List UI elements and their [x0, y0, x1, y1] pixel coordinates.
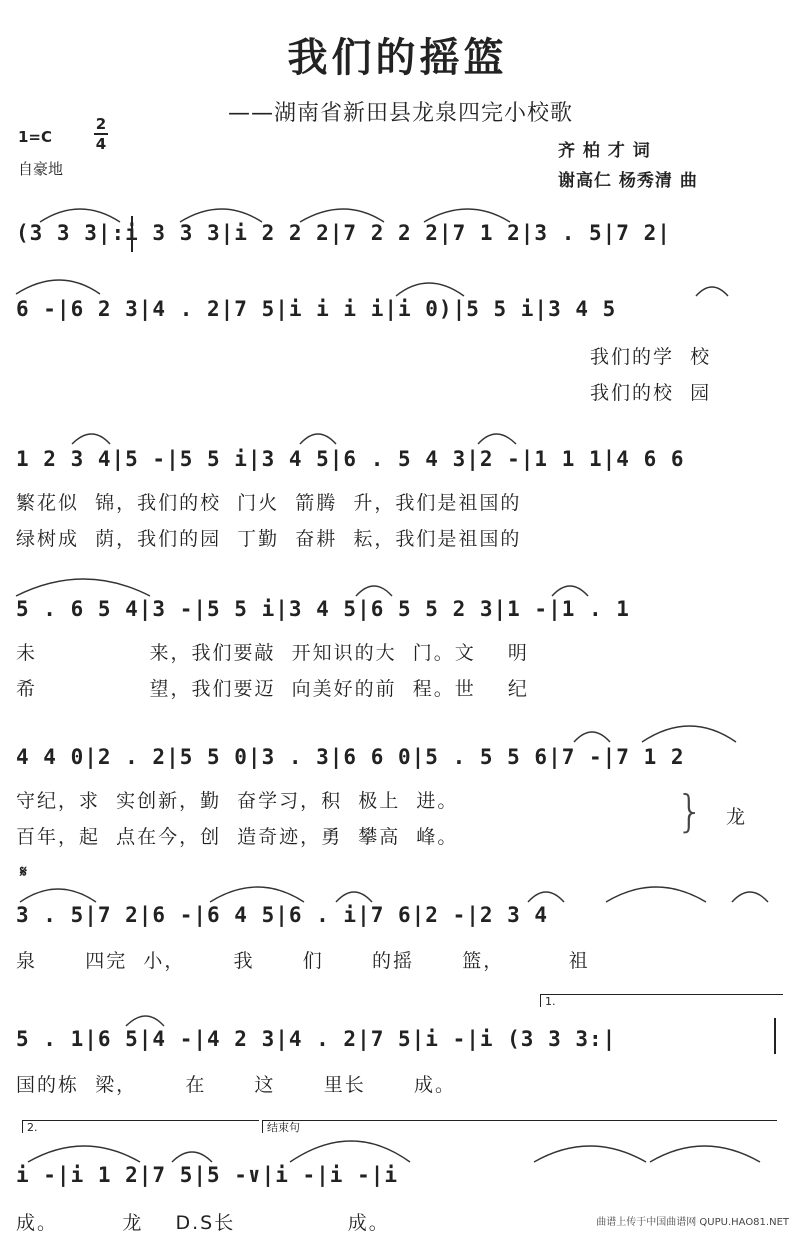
lyrics-line-4-verse-1: 未 来，我们要敲 开知识的大 门。文 明	[16, 642, 529, 664]
key-signature: 1=C	[18, 128, 53, 146]
score-line-6	[0, 900, 795, 940]
notes-line-1: (3 3 3|:i 3 3 3|i 2 2 2|7 2 2 2|7 1 2|3 . 5|7 2|	[16, 221, 671, 245]
notes-line-5: 4 4 0|2 . 2|5 5 0|3 . 3|6 6 0|5 . 5 5 6|7 -|7 1 2	[16, 745, 685, 769]
verse-brace: }	[676, 786, 704, 837]
score-line-8	[0, 1160, 795, 1200]
notes-line-2: 6 -|6 2 3|4 . 2|7 5|i i i i|i 0)|5 5 i|3 4 5	[16, 297, 617, 321]
lyrics-line-8: 成。 龙 D.S长 成。	[16, 1212, 390, 1234]
lyrics-line-6: 泉 四完 小， 我 们 的摇 篮， 祖	[16, 950, 590, 972]
lyrics-line-3-verse-2: 绿树成 荫，我们的园 丁勤 奋耕 耘，我们是祖国的	[16, 528, 522, 550]
volta-first-ending: 1.	[540, 994, 783, 1007]
lyrics-line-4-verse-2: 希 望，我们要迈 向美好的前 程。世 纪	[16, 678, 529, 700]
coda-ending-label: 结束句	[262, 1120, 777, 1133]
composer-credit: 谢高仁 杨秀清 曲	[558, 171, 698, 191]
lyrics-line-3-verse-1: 繁花似 锦，我们的校 门火 箭腾 升，我们是祖国的	[16, 492, 522, 514]
score-line-7	[0, 1024, 795, 1064]
song-subtitle: ——湖南省新田县龙泉四完小校歌	[228, 101, 574, 126]
lyricist-credit: 齐 柏 才 词	[558, 141, 651, 161]
lyrics-line-2-verse-1: 我们的学 校	[590, 346, 712, 368]
notes-line-6: 3 . 5|7 2|6 -|6 4 5|6 . i|7 6|2 -|2 3 4	[16, 903, 549, 927]
score-line-1	[0, 218, 795, 258]
lyrics-line-5-verse-1: 守纪，求 实创新，勤 奋学习，积 极上 进。	[16, 790, 459, 812]
lyrics-line-5-verse-2: 百年，起 点在今，创 造奇迹，勇 攀高 峰。	[16, 826, 459, 848]
volta-second-ending: 2.	[22, 1120, 259, 1133]
notes-line-4: 5 . 6 5 4|3 -|5 5 i|3 4 5|6 5 5 2 3|1 -|1 . 1	[16, 597, 630, 621]
score-line-4	[0, 594, 795, 634]
lyrics-line-2-verse-2: 我们的校 园	[590, 382, 712, 404]
lyrics-line-7: 国的栋 梁， 在 这 里长 成。	[16, 1074, 457, 1096]
watermark-footer: 曲谱上传于中国曲谱网 QUPU.HAO81.NET	[596, 1217, 789, 1228]
time-bottom: 4	[95, 135, 107, 153]
score-line-5	[0, 742, 795, 782]
time-top: 2	[95, 115, 107, 133]
notes-line-3: 1 2 3 4|5 -|5 5 i|3 4 5|6 . 5 4 3|2 -|1 1 1|4 6 6	[16, 447, 685, 471]
time-signature	[94, 116, 108, 152]
notes-line-7: 5 . 1|6 5|4 -|4 2 3|4 . 2|7 5|i -|i (3 3 3:|	[16, 1027, 617, 1051]
score-line-3	[0, 444, 795, 484]
notes-line-8: i -|i 1 2|7 5|5 -∨|i -|i -|i	[16, 1163, 399, 1187]
song-title: 我们的摇篮	[287, 35, 508, 81]
score-line-2	[0, 294, 795, 334]
tempo-marking: 自豪地	[18, 160, 64, 178]
aside-lyric-long: 龙	[726, 806, 748, 828]
segno-sign: 𝄋	[20, 862, 27, 881]
